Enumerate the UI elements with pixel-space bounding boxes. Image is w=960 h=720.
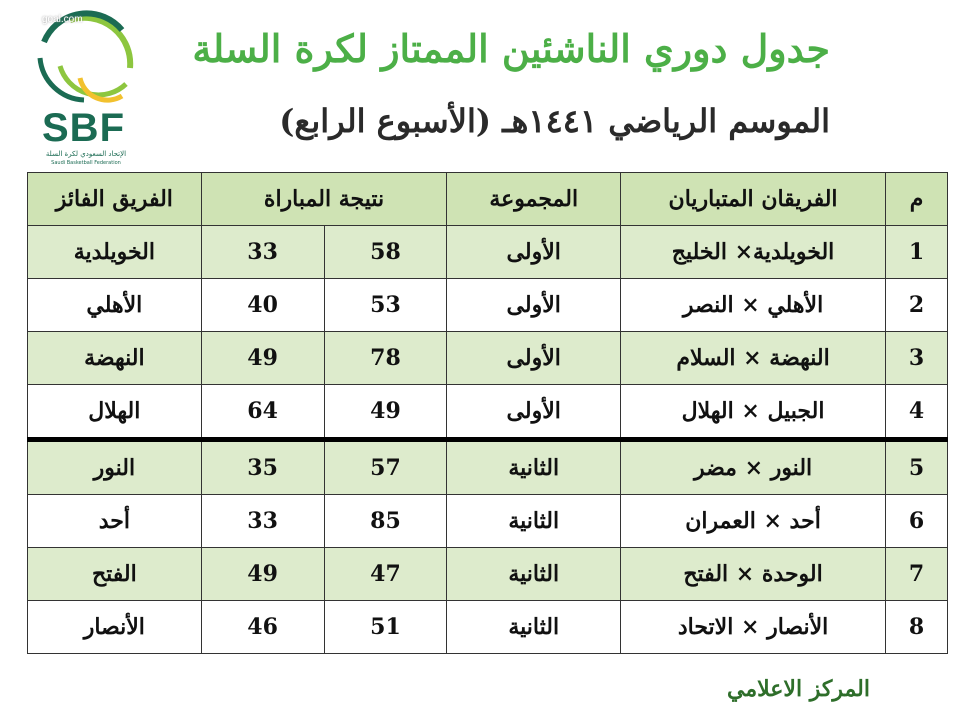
cell-teams: الوحدة × الفتح (621, 548, 886, 601)
cell-score2: 64 (201, 385, 324, 440)
cell-score2: 46 (201, 601, 324, 654)
cell-num: 6 (886, 495, 948, 548)
cell-winner: النهضة (28, 332, 202, 385)
cell-score1: 85 (324, 495, 447, 548)
cell-score1: 51 (324, 601, 447, 654)
table-row (28, 495, 948, 548)
cell-winner: الأهلي (28, 279, 202, 332)
cell-score2: 49 (201, 332, 324, 385)
cell-winner: النور (28, 440, 202, 495)
header-result: نتيجة المباراة (201, 173, 447, 226)
logo-name-ar: الإتحاد السعودي لكرة السلة (45, 150, 127, 158)
cell-winner: أحد (28, 495, 202, 548)
cell-num: 8 (886, 601, 948, 654)
cell-teams: الجبيل × الهلال (621, 385, 886, 440)
watermark: goal.com (42, 14, 83, 25)
cell-teams: النور × مضر (621, 440, 886, 495)
cell-group: الأولى (447, 385, 621, 440)
page-title: جدول دوري الناشئين الممتاز لكرة السلة (192, 26, 830, 71)
cell-teams: أحد × العمران (621, 495, 886, 548)
logo-name-en: Saudi Basketball Federation (51, 160, 121, 166)
header-group: المجموعة (447, 173, 621, 226)
cell-group: الثانية (447, 495, 621, 548)
header-winner: الفريق الفائز (28, 173, 202, 226)
cell-num: 5 (886, 440, 948, 495)
table-row (28, 440, 948, 495)
cell-teams: الأنصار × الاتحاد (621, 601, 886, 654)
cell-winner: الأنصار (28, 601, 202, 654)
cell-score1: 47 (324, 548, 447, 601)
cell-score2: 49 (201, 548, 324, 601)
header-num: م (886, 173, 948, 226)
header-teams: الفريقان المتباريان (621, 173, 886, 226)
table-header-row (28, 173, 948, 226)
cell-winner: الفتح (28, 548, 202, 601)
cell-teams: الخويلدية× الخليج (621, 226, 886, 279)
cell-group: الأولى (447, 279, 621, 332)
cell-score1: 53 (324, 279, 447, 332)
footer-credit: المركز الاعلامي (727, 676, 870, 702)
page-subtitle: الموسم الرياضي ١٤٤١هـ (الأسبوع الرابع) (279, 102, 830, 140)
cell-score1: 49 (324, 385, 447, 440)
cell-teams: الأهلي × النصر (621, 279, 886, 332)
cell-group: الثانية (447, 440, 621, 495)
cell-score2: 35 (201, 440, 324, 495)
cell-group: الأولى (447, 332, 621, 385)
table-row (28, 332, 948, 385)
cell-winner: الخويلدية (28, 226, 202, 279)
table-row (28, 548, 948, 601)
cell-num: 4 (886, 385, 948, 440)
table-row (28, 279, 948, 332)
cell-score2: 40 (201, 279, 324, 332)
cell-group: الأولى (447, 226, 621, 279)
cell-score1: 78 (324, 332, 447, 385)
cell-num: 1 (886, 226, 948, 279)
cell-group: الثانية (447, 601, 621, 654)
table-row (28, 226, 948, 279)
cell-num: 3 (886, 332, 948, 385)
table-row (28, 601, 948, 654)
cell-score1: 58 (324, 226, 447, 279)
cell-num: 2 (886, 279, 948, 332)
cell-score2: 33 (201, 226, 324, 279)
cell-num: 7 (886, 548, 948, 601)
sbf-logo (30, 8, 140, 168)
cell-winner: الهلال (28, 385, 202, 440)
cell-teams: النهضة × السلام (621, 332, 886, 385)
results-table (27, 172, 948, 654)
cell-score2: 33 (201, 495, 324, 548)
cell-score1: 57 (324, 440, 447, 495)
table-row (28, 385, 948, 440)
cell-group: الثانية (447, 548, 621, 601)
logo-abbrev: SBF (42, 106, 125, 150)
